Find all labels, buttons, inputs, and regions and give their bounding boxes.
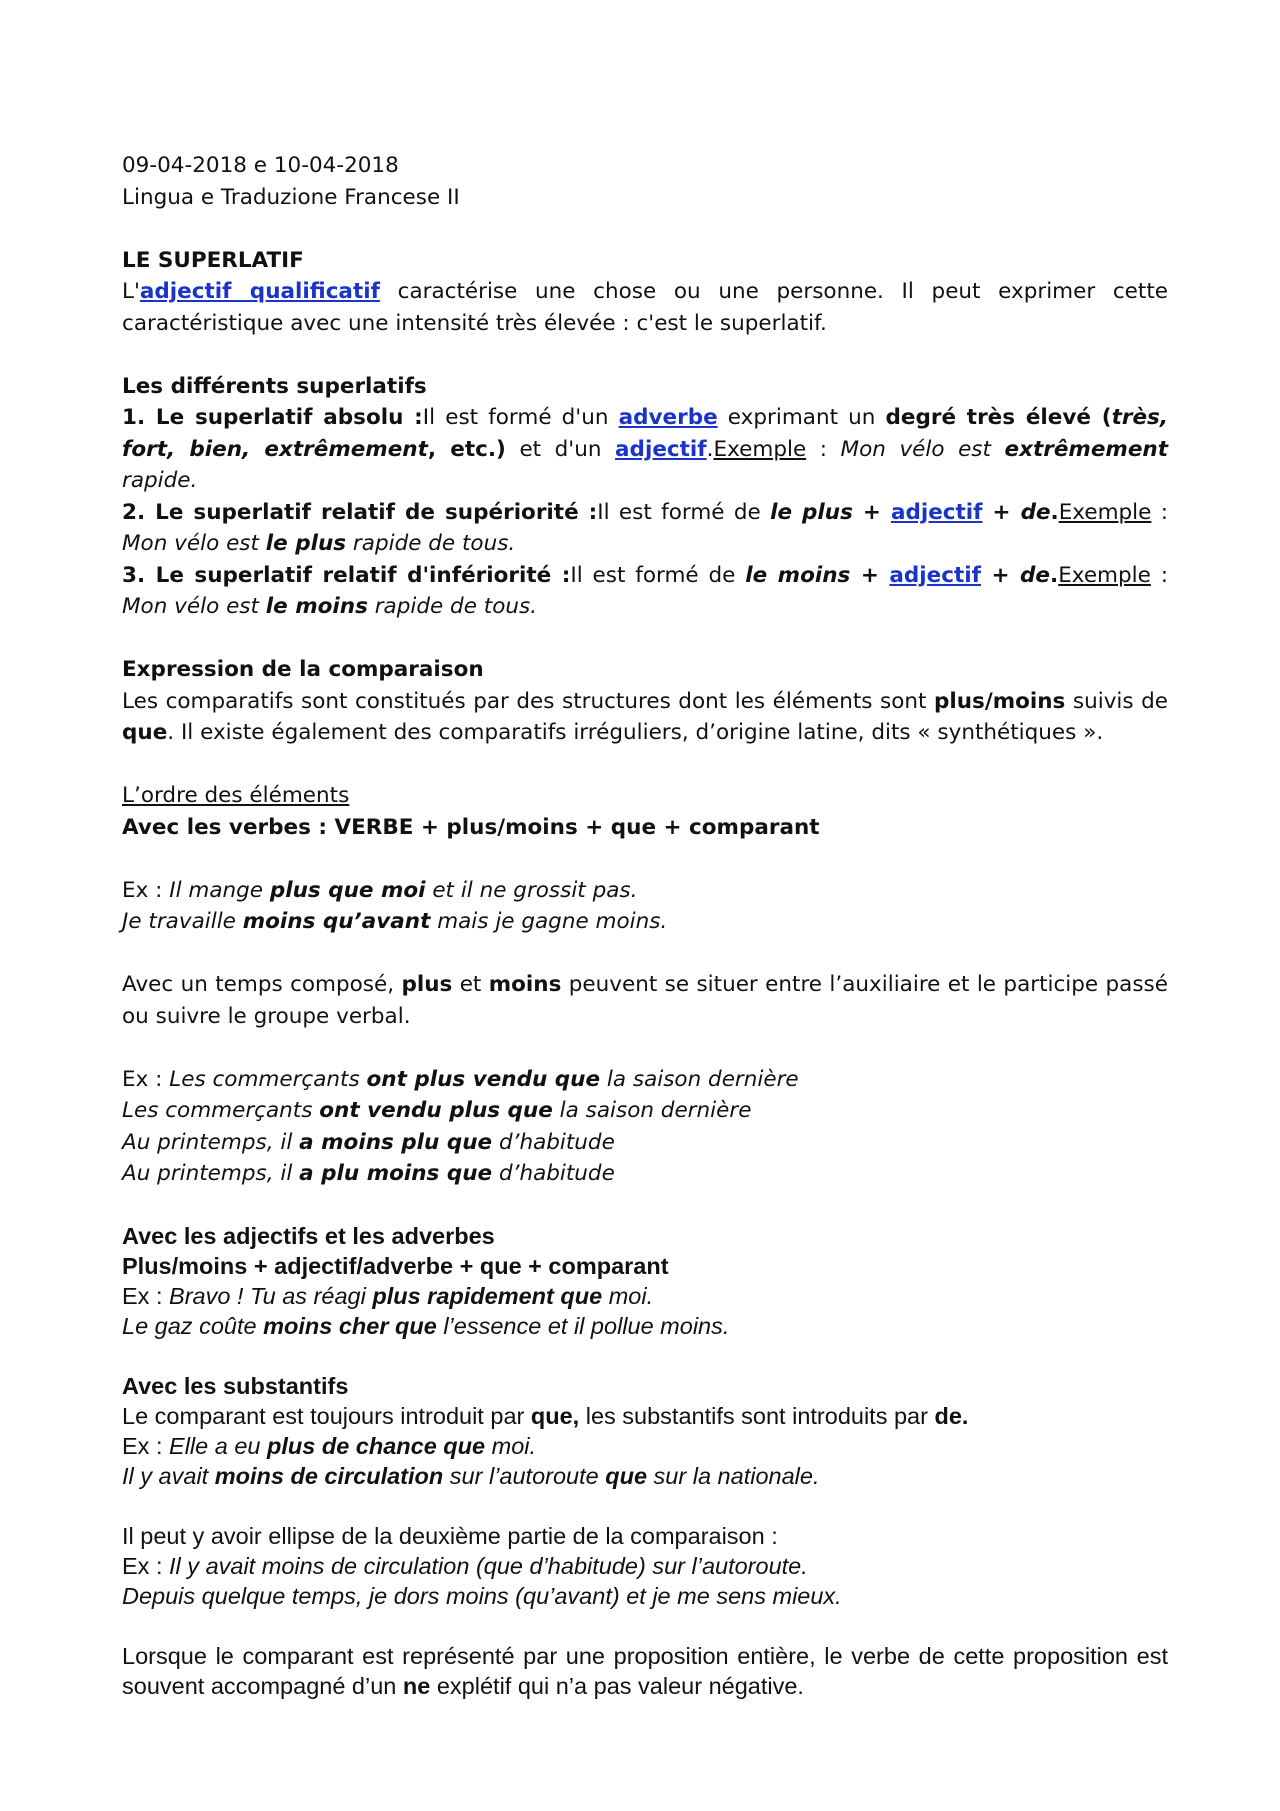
substantifs-title: Avec les substantifs xyxy=(122,1373,349,1399)
compose-example-2: Les commerçants ont vendu plus que la saison dernière xyxy=(122,1098,752,1123)
verbes-example-1: Ex : Il mange plus que moi et il ne grossit pas. xyxy=(122,877,638,903)
ne-expletif-paragraph: Lorsque le comparant est représenté par une proposition entière, le verbe de cette proposition est souvent accompagné d’un ne explétif qui n’a pas valeur négative. xyxy=(122,1643,1168,1699)
superlatif-inferiorite: 3. Le superlatif relatif d'infériorité :Il est formé de le moins + adjectif + de.Exemple : Mon vélo est le moins rapide de tous. xyxy=(122,562,1168,619)
adjectif-link-3[interactable]: adjectif xyxy=(889,562,981,588)
superlatif-intro: L'adjectif qualificatif caractérise une chose ou une personne. Il peut exprimer cette caractéristique avec une intensité très élevée : c'est le superlatif. xyxy=(122,279,1169,336)
adjectif-link-2[interactable]: adjectif xyxy=(890,499,983,525)
compose-example-1: Ex : Les commerçants ont plus vendu que la saison dernière xyxy=(122,1066,799,1092)
compose-example-3: Au printemps, il a moins plu que d’habitude xyxy=(122,1129,615,1155)
substantifs-example-1: Ex : Elle a eu plus de chance que moi. xyxy=(122,1433,537,1459)
temps-compose-paragraph: Avec un temps composé, plus et moins peuvent se situer entre l’auxiliaire et le participe passé ou suivre le groupe verbal. xyxy=(122,972,1168,1029)
comparaison-title: Expression de la comparaison xyxy=(122,657,484,682)
substantifs-example-2: Il y avait moins de circulation sur l’autoroute que sur la nationale. xyxy=(122,1463,820,1489)
verbes-rule: Avec les verbes : VERBE + plus/moins + que + comparant xyxy=(122,814,820,840)
superlatif-superiorite: 2. Le superlatif relatif de supériorité :Il est formé de le plus + adjectif + de.Exemple : Mon vélo est le plus rapide de tous. xyxy=(122,499,1168,556)
adjectifs-rule: Plus/moins + adjectif/adverbe + que + comparant xyxy=(122,1253,669,1279)
compose-example-4: Au printemps, il a plu moins que d’habitude xyxy=(122,1161,615,1186)
verbes-example-2: Je travaille moins qu’avant mais je gagne moins. xyxy=(122,909,668,934)
ellipse-example-2: Depuis quelque temps, je dors moins (qu’avant) et je me sens mieux. xyxy=(122,1583,842,1609)
adverbe-link[interactable]: adverbe xyxy=(618,405,718,430)
adjectif-link-1[interactable]: adjectif xyxy=(615,436,707,462)
adjectifs-example-1: Ex : Bravo ! Tu as réagi plus rapidement que moi. xyxy=(122,1283,654,1309)
adjectifs-example-2: Le gaz coûte moins cher que l’essence et il pollue moins. xyxy=(122,1313,730,1339)
adjectif-qualificatif-link[interactable]: adjectif qualificatif xyxy=(139,279,380,304)
superlatif-title: LE SUPERLATIF xyxy=(122,247,304,273)
document-page xyxy=(122,150,1168,1701)
substantifs-rule: Le comparant est toujours introduit par que, les substantifs sont introduits par de. xyxy=(122,1403,969,1429)
adjectifs-section xyxy=(122,1221,1168,1701)
adjectifs-title: Avec les adjectifs et les adverbes xyxy=(122,1223,495,1249)
date-line: 09-04-2018 e 10-04-2018 xyxy=(122,153,399,178)
ordre-heading: L’ordre des éléments xyxy=(122,783,350,808)
comparaison-intro: Les comparatifs sont constitués par des structures dont les éléments sont plus/moins suivis de que. Il existe également des comparatifs irréguliers, d’origine latine, dits « synthétiques ». xyxy=(122,688,1169,745)
superlatifs-subtitle: Les différents superlatifs xyxy=(122,373,427,399)
ellipse-paragraph: Il peut y avoir ellipse de la deuxième partie de la comparaison : xyxy=(122,1523,778,1549)
ellipse-example-1: Ex : Il y avait moins de circulation (que d’habitude) sur l’autoroute. xyxy=(122,1553,808,1579)
superlatif-absolu: 1. Le superlatif absolu :Il est formé d'un adverbe exprimant un degré très élevé (très, fort, bien, extrêmement, etc.) et d'un adjectif.Exemple : Mon vélo est extrêmement rapide. xyxy=(122,405,1168,493)
course-line: Lingua e Traduzione Francese II xyxy=(122,184,460,210)
